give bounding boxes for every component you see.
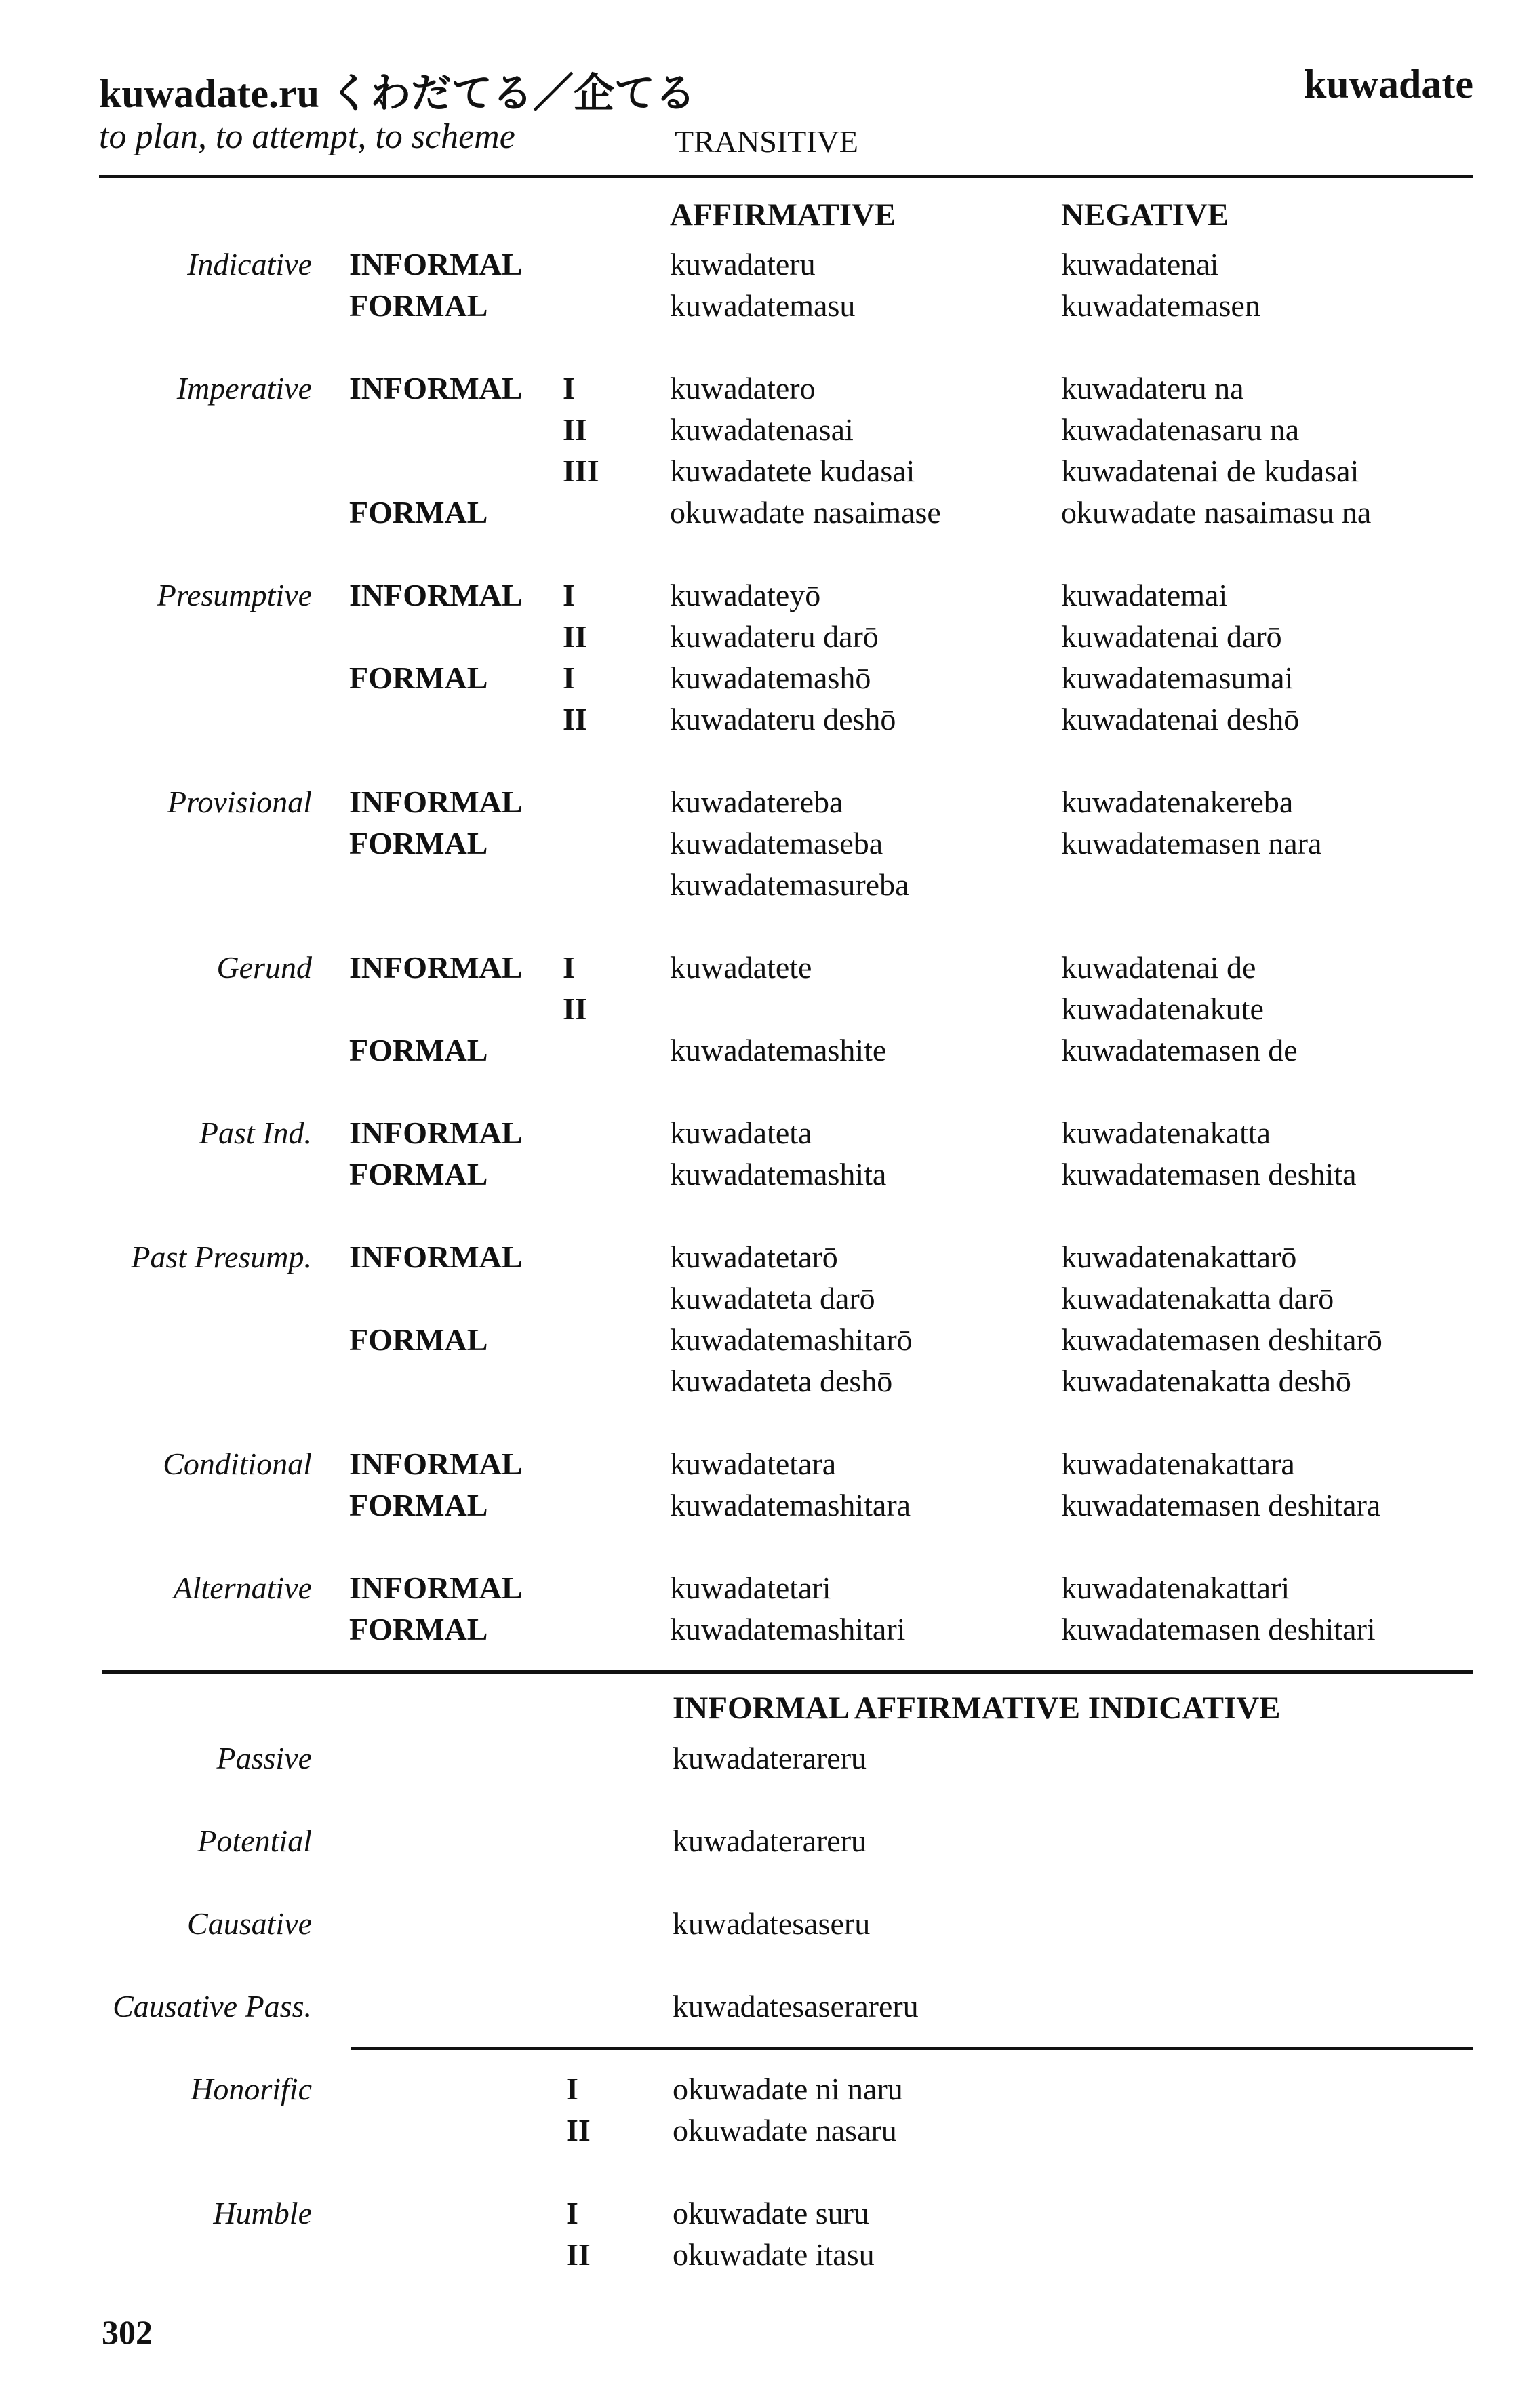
keigo-mood-label: Honorific — [191, 2072, 312, 2106]
negative-form: kuwadatenai de kudasai — [1061, 454, 1359, 488]
affirmative-form: kuwadatemashitara — [670, 1488, 911, 1522]
negative-form: kuwadatemasen de — [1061, 1033, 1298, 1067]
derived-form: kuwadaterareru — [673, 1741, 867, 1775]
mood-label: Conditional — [163, 1446, 312, 1481]
derived-form: kuwadatesaseru — [673, 1906, 871, 1941]
register-label: FORMAL — [349, 1157, 488, 1191]
mood-label: Indicative — [187, 247, 312, 281]
affirmative-form: kuwadateta — [670, 1116, 812, 1150]
mood-label: Imperative — [176, 371, 312, 406]
negative-form: kuwadatenakatta — [1061, 1116, 1271, 1150]
affirmative-form: kuwadatete — [670, 950, 812, 985]
negative-form: kuwadatemasen deshitarō — [1061, 1322, 1382, 1357]
negative-form: kuwadatenakattarō — [1061, 1240, 1297, 1274]
register-label: FORMAL — [349, 1612, 488, 1646]
register-label: INFORMAL — [349, 1116, 523, 1150]
affirmative-form: kuwadatetara — [670, 1446, 837, 1481]
register-label: FORMAL — [349, 495, 488, 530]
headword: kuwadate — [1303, 62, 1473, 106]
register-label: INFORMAL — [349, 950, 523, 985]
negative-form: kuwadatenasaru na — [1061, 412, 1300, 447]
variant-numeral: I — [563, 371, 575, 406]
variant-numeral: II — [563, 412, 587, 447]
affirmative-form: kuwadatemashita — [670, 1157, 887, 1191]
affirmative-form: kuwadateta deshō — [670, 1364, 893, 1398]
affirmative-form: kuwadatetarō — [670, 1240, 838, 1274]
register-label: FORMAL — [349, 660, 488, 695]
derived-mood-label: Passive — [216, 1741, 312, 1775]
keigo-form: okuwadate suru — [673, 2196, 869, 2230]
negative-form: kuwadateru na — [1061, 371, 1244, 406]
register-label: INFORMAL — [349, 1446, 523, 1481]
register-label: INFORMAL — [349, 247, 523, 281]
register-label: FORMAL — [349, 288, 488, 323]
affirmative-form: kuwadateru deshō — [670, 702, 896, 736]
variant-numeral: II — [563, 991, 587, 1026]
affirmative-form: kuwadatetari — [670, 1571, 831, 1605]
derived-mood-label: Causative — [187, 1906, 312, 1941]
keigo-mood-label: Humble — [213, 2196, 312, 2230]
affirmative-form: okuwadate nasaimase — [670, 495, 941, 530]
header-rule — [99, 175, 1473, 178]
negative-form: kuwadatemasumai — [1061, 660, 1294, 695]
negative-form: kuwadatenai de — [1061, 950, 1256, 985]
negative-form: kuwadatenakattari — [1061, 1571, 1290, 1605]
lower-section-heading: INFORMAL AFFIRMATIVE INDICATIVE — [673, 1691, 1281, 1726]
register-label: INFORMAL — [349, 1240, 523, 1274]
keigo-form: okuwadate nasaru — [673, 2113, 897, 2148]
mood-label: Alternative — [173, 1571, 312, 1605]
affirmative-form: kuwadatero — [670, 371, 816, 406]
affirmative-form: kuwadatemashō — [670, 660, 871, 695]
negative-form: kuwadatenakattara — [1061, 1446, 1295, 1481]
mood-label: Gerund — [216, 950, 312, 985]
register-label: FORMAL — [349, 1322, 488, 1357]
page-number: 302 — [102, 2313, 153, 2351]
negative-form: kuwadatemasen deshitara — [1061, 1488, 1381, 1522]
affirmative-form: kuwadatete kudasai — [670, 454, 915, 488]
negative-form: kuwadatemasen nara — [1061, 826, 1322, 861]
keigo-variant-numeral: II — [566, 2113, 591, 2148]
variant-numeral: II — [563, 702, 587, 736]
register-label: INFORMAL — [349, 1571, 523, 1605]
negative-form: kuwadatenakatta darō — [1061, 1281, 1334, 1316]
register-label: INFORMAL — [349, 578, 523, 612]
negative-form: kuwadatemasen — [1061, 288, 1260, 323]
register-label: INFORMAL — [349, 371, 523, 406]
mood-label: Provisional — [167, 785, 312, 819]
affirmative-form: kuwadateta darō — [670, 1281, 875, 1316]
mood-label: Past Ind. — [199, 1116, 312, 1150]
keigo-variant-numeral: I — [566, 2072, 578, 2106]
negative-form: kuwadatenai — [1061, 247, 1219, 281]
affirmative-form: kuwadatemasu — [670, 288, 856, 323]
variant-numeral: I — [563, 660, 575, 695]
keigo-rule — [351, 2047, 1473, 2050]
negative-form: okuwadate nasaimasu na — [1061, 495, 1372, 530]
register-label: FORMAL — [349, 826, 488, 861]
affirmative-form: kuwadatemaseba — [670, 826, 883, 861]
affirmative-form: kuwadatereba — [670, 785, 843, 819]
derived-form: kuwadatesaserareru — [673, 1989, 919, 2024]
negative-form: kuwadatenai deshō — [1061, 702, 1300, 736]
affirmative-form: kuwadatemashitari — [670, 1612, 906, 1646]
middle-rule — [102, 1670, 1473, 1674]
entry-title: kuwadate.ru くわだてる／企てる — [99, 71, 696, 116]
negative-form: kuwadatenai darō — [1061, 619, 1282, 654]
keigo-form: okuwadate ni naru — [673, 2072, 903, 2106]
affirmative-form: kuwadateru — [670, 247, 816, 281]
keigo-variant-numeral: I — [566, 2196, 578, 2230]
negative-form: kuwadatenakute — [1061, 991, 1264, 1026]
affirmative-form: kuwadatenasai — [670, 412, 854, 447]
negative-column-header: NEGATIVE — [1061, 197, 1229, 233]
mood-label: Presumptive — [157, 578, 312, 612]
derived-form: kuwadaterareru — [673, 1823, 867, 1858]
affirmative-form: kuwadatemasureba — [670, 867, 909, 902]
negative-form: kuwadatemai — [1061, 578, 1228, 612]
affirmative-form: kuwadateyō — [670, 578, 821, 612]
entry-meaning: to plan, to attempt, to scheme — [99, 117, 515, 156]
register-label: FORMAL — [349, 1033, 488, 1067]
transitivity-label: TRANSITIVE — [675, 124, 858, 159]
affirmative-column-header: AFFIRMATIVE — [670, 197, 896, 233]
variant-numeral: II — [563, 619, 587, 654]
register-label: INFORMAL — [349, 785, 523, 819]
register-label: FORMAL — [349, 1488, 488, 1522]
keigo-form: okuwadate itasu — [673, 2237, 875, 2272]
variant-numeral: I — [563, 578, 575, 612]
keigo-variant-numeral: II — [566, 2237, 591, 2272]
negative-form: kuwadatemasen deshita — [1061, 1157, 1357, 1191]
affirmative-form: kuwadateru darō — [670, 619, 879, 654]
negative-form: kuwadatemasen deshitari — [1061, 1612, 1376, 1646]
mood-label: Past Presump. — [131, 1240, 312, 1274]
negative-form: kuwadatenakatta deshō — [1061, 1364, 1351, 1398]
variant-numeral: I — [563, 950, 575, 985]
affirmative-form: kuwadatemashite — [670, 1033, 887, 1067]
derived-mood-label: Potential — [197, 1823, 312, 1858]
derived-mood-label: Causative Pass. — [113, 1989, 312, 2024]
affirmative-form: kuwadatemashitarō — [670, 1322, 913, 1357]
variant-numeral: III — [563, 454, 599, 488]
negative-form: kuwadatenakereba — [1061, 785, 1294, 819]
